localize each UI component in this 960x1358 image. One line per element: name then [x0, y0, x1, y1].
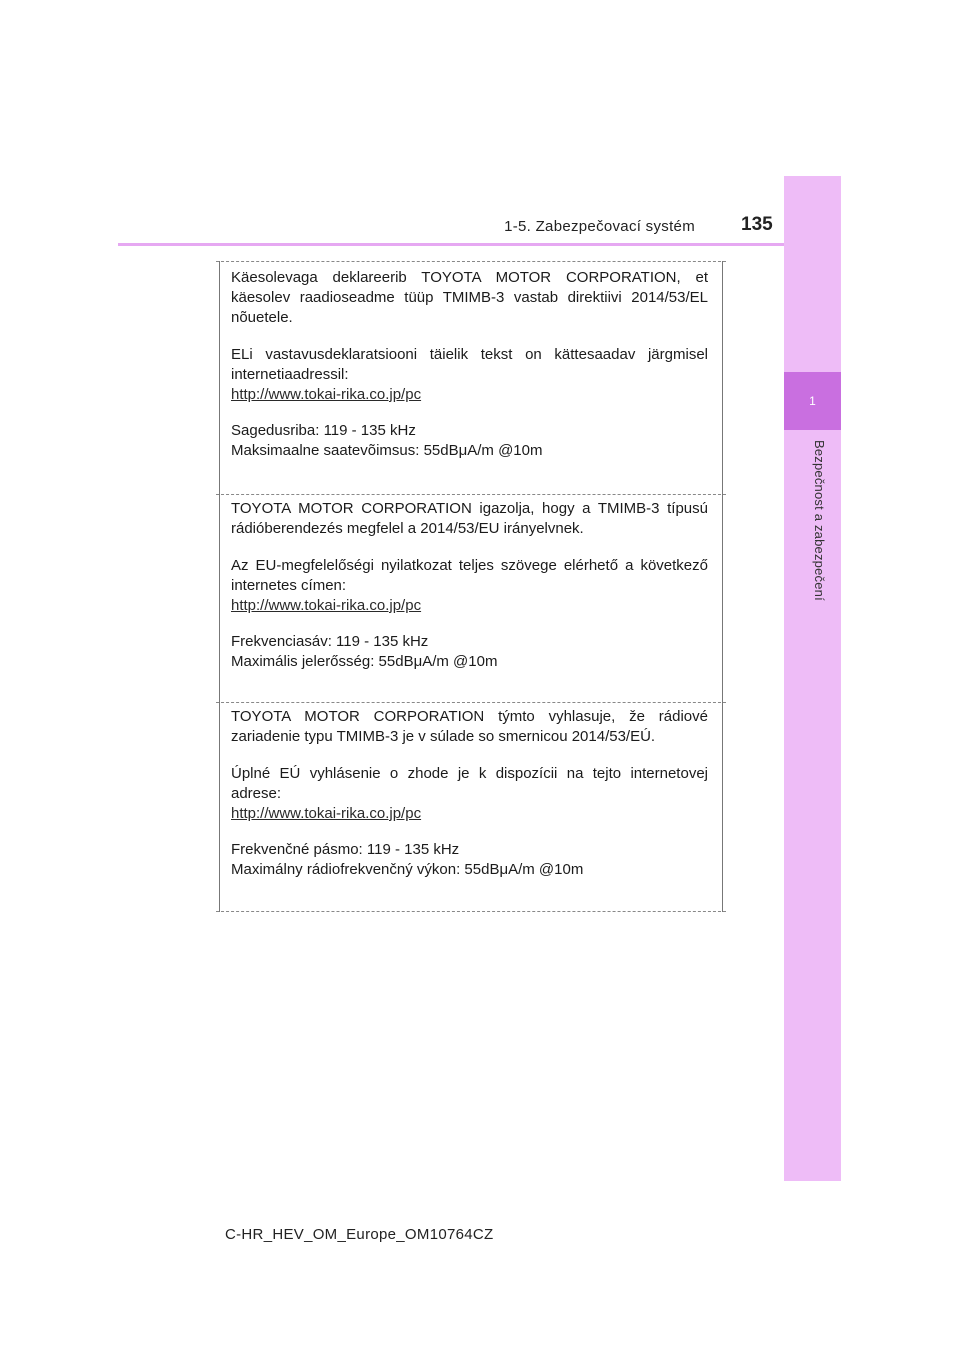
- frequency-band: Frekvenciasáv: 119 - 135 kHz: [231, 633, 429, 650]
- frequency-band: Sagedusriba: 119 - 135 kHz: [231, 422, 416, 439]
- declaration-divider: [216, 261, 726, 262]
- max-power: Maximálny rádiofrekvenčný výkon: 55dBμA/m @10m: [231, 861, 584, 878]
- declaration-fulltext-note: ELi vastavusdeklaratsiooni täielik tekst on kättesaadav järgmisel internetiaadressil:: [231, 346, 708, 383]
- declaration-statement: Käesolevaga deklareerib TOYOTA MOTOR CORPORATION, et käesolev raadioseadme tüüp TMIMB-3 vastab direktiivi 2014/53/EL nõuetele.: [231, 269, 708, 326]
- page-number: 135: [741, 214, 773, 235]
- frequency-band: Frekvenčné pásmo: 119 - 135 kHz: [231, 841, 460, 858]
- declaration-hungarian: [231, 499, 708, 672]
- chapter-number-badge: 1: [784, 372, 841, 430]
- header-rule: [118, 243, 841, 246]
- declaration-fulltext-note: Úplné EÚ vyhlásenie o zhode je k dispozícii na tejto internetovej adrese:: [231, 765, 708, 802]
- declaration-divider: [216, 494, 726, 495]
- declaration-slovak: [231, 707, 708, 880]
- declaration-divider: [216, 911, 726, 912]
- declaration-url-link[interactable]: http://www.tokai-rika.co.jp/pc: [231, 386, 422, 403]
- declaration-fulltext-note: Az EU-megfelelőségi nyilatkozat teljes szövege elérhető a következő internetes címen:: [231, 557, 708, 594]
- declaration-statement: TOYOTA MOTOR CORPORATION týmto vyhlasuje, že rádiové zariadenie typu TMIMB-3 je v súlade so smernicou 2014/53/EÚ.: [231, 708, 708, 745]
- declaration-divider: [216, 702, 726, 703]
- declaration-estonian: [231, 268, 708, 461]
- declaration-statement: TOYOTA MOTOR CORPORATION igazolja, hogy a TMIMB-3 típusú rádióberendezés megfelel a 2014/53/EU irányelvnek.: [231, 500, 708, 537]
- max-power: Maximális jelerősség: 55dBμA/m @10m: [231, 653, 498, 670]
- section-title: 1-5. Zabezpečovací systém: [504, 218, 695, 235]
- declaration-url-link[interactable]: http://www.tokai-rika.co.jp/pc: [231, 597, 422, 614]
- chapter-side-tab: [784, 176, 841, 1181]
- document-code-footer: C-HR_HEV_OM_Europe_OM10764CZ: [225, 1226, 494, 1243]
- declaration-box: [219, 261, 723, 912]
- declaration-url-link[interactable]: http://www.tokai-rika.co.jp/pc: [231, 805, 422, 822]
- max-power: Maksimaalne saatevõimsus: 55dBμA/m @10m: [231, 442, 543, 459]
- chapter-label: Bezpečnost a zabezpečení: [812, 440, 827, 601]
